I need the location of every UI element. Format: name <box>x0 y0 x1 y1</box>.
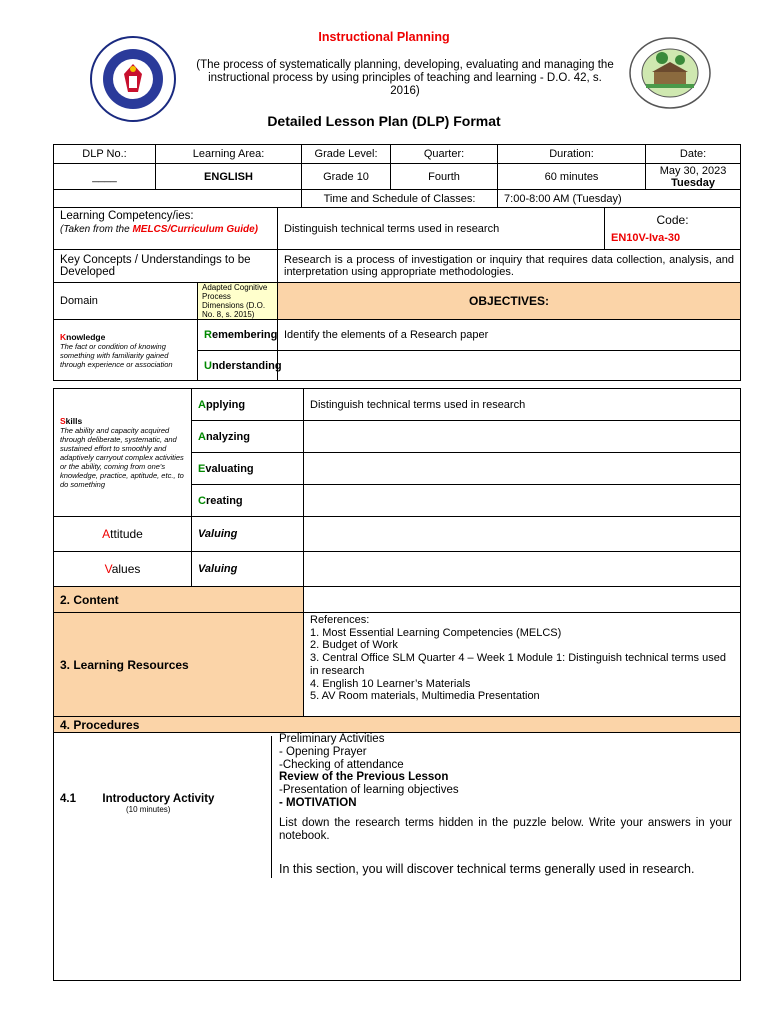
applying-cell <box>192 389 304 421</box>
duration-label: Duration: <box>498 145 646 164</box>
intro-number: 4.1 <box>60 793 76 805</box>
knowledge-initial: K <box>60 331 67 342</box>
competency-label: Learning Competency/ies: <box>60 210 194 222</box>
remembering-objective: Identify the elements of a Research paper <box>278 320 741 351</box>
learning-area-label: Learning Area: <box>156 145 302 164</box>
applying-objective: Distinguish technical terms used in research <box>304 389 741 421</box>
attitude-label: ttitude <box>110 527 143 541</box>
section-note: In this section, you will discover technical terms generally used in research. <box>279 862 695 877</box>
creating-initial: C <box>198 494 206 507</box>
cognitive-dimension-label: Adapted Cognitive Process Dimensions (D.O. No. 8, s. 2015) <box>198 283 278 320</box>
dlp-table-top <box>53 144 741 381</box>
presentation-objectives: -Presentation of learning objectives <box>279 784 459 797</box>
competency-note-red: MELCS/Curriculum Guide) <box>132 224 259 235</box>
header-description: (The process of systematically planning, developing, evaluating and managing the instructional process by using principles of teaching and learning - D.O. 42, s. 2016) <box>196 59 614 97</box>
date-cell <box>646 164 741 190</box>
procedure-divider <box>271 736 272 878</box>
dlp-table-bottom <box>53 388 741 981</box>
attitude-initial: A <box>102 527 111 541</box>
competency-value: Distinguish technical terms used in research <box>278 208 605 250</box>
knowledge-description: The fact or condition of knowing something with familiarity gained through experience or association <box>60 341 173 369</box>
key-concepts-label: Key Concepts / Understandings to be Developed <box>54 250 278 283</box>
analyzing-label: nalyzing <box>205 430 250 443</box>
key-concepts-value: Research is a process of investigation or inquiry that requires data collection, analysis, and interpretation using appropriate methodologies. <box>278 250 741 283</box>
creating-objective <box>304 485 741 517</box>
understanding-label: nderstanding <box>211 359 282 372</box>
objectives-label: OBJECTIVES: <box>278 283 741 320</box>
dlp-no-value: ____ <box>54 164 156 190</box>
day-value: Tuesday <box>671 176 715 189</box>
resource-item: 5. AV Room materials, Multimedia Presentation <box>310 690 540 703</box>
values-objective <box>304 552 741 587</box>
knowledge-label: nowledge <box>66 331 106 342</box>
understanding-objective <box>278 351 741 381</box>
analyzing-cell <box>192 421 304 453</box>
analyzing-objective <box>304 421 741 453</box>
understanding-initial: U <box>204 359 212 372</box>
values-level: Valuing <box>192 552 304 587</box>
resources-label: 3. Learning Resources <box>54 613 304 717</box>
content-value <box>304 587 741 613</box>
code-label: Code: <box>656 212 689 227</box>
evaluating-cell <box>192 453 304 485</box>
code-cell <box>605 208 741 250</box>
skills-cell <box>54 389 192 517</box>
understanding-cell <box>198 351 282 381</box>
date-value: May 30, 2023 <box>659 164 727 177</box>
procedures-label: 4. Procedures <box>54 717 741 733</box>
content-label: 2. Content <box>54 587 304 613</box>
attitude-cell <box>54 517 192 552</box>
remembering-label: emembering <box>211 329 278 341</box>
resources-heading: References: <box>310 614 370 626</box>
deped-seal-logo <box>90 36 176 122</box>
applying-initial: A <box>198 398 206 411</box>
schedule-value: 7:00-8:00 AM (Tuesday) <box>498 190 741 208</box>
evaluating-label: valuating <box>205 462 254 475</box>
review-previous-lesson: Review of the Previous Lesson <box>279 771 449 784</box>
creating-label: reating <box>205 494 243 507</box>
remembering-initial: R <box>204 329 212 341</box>
school-seal-logo <box>628 36 712 110</box>
resource-item: 3. Central Office SLM Quarter 4 – Week 1 Module 1: Distinguish technical terms used in research <box>310 652 726 677</box>
schedule-label: Time and Schedule of Classes: <box>302 190 498 208</box>
prelim-activities: Preliminary Activities <box>279 733 385 745</box>
intro-label: Introductory Activity <box>102 793 215 805</box>
skills-description: The ability and capacity acquired through deliberate, systematic, and sustained effort to smoothly and adaptively carryout complex activities or the ability, coming from one's knowledge, practice, aptitude, etc., to do something <box>60 426 184 489</box>
motivation-label: - MOTIVATION <box>279 796 357 809</box>
header-title: Instructional Planning <box>318 30 450 44</box>
applying-label: pplying <box>205 398 246 411</box>
attitude-objective <box>304 517 741 552</box>
competency-label-cell <box>54 208 278 250</box>
evaluating-objective <box>304 453 741 485</box>
grade-level-label: Grade Level: <box>302 145 391 164</box>
domain-label: Domain <box>54 283 198 320</box>
duration-value: 60 minutes <box>498 164 646 190</box>
knowledge-cell <box>54 320 198 381</box>
document-title: Detailed Lesson Plan (DLP) Format <box>267 113 501 129</box>
skills-label: kills <box>65 416 83 426</box>
analyzing-initial: A <box>198 430 206 443</box>
competency-note: (Taken from the <box>60 224 133 235</box>
intro-time: (10 minutes) <box>126 805 171 814</box>
resource-item: 1. Most Essential Learning Competencies (MELCS) <box>310 626 562 639</box>
values-cell <box>54 552 192 587</box>
resource-item: 2. Budget of Work <box>310 639 398 652</box>
remembering-cell <box>198 320 278 351</box>
values-label: alues <box>111 562 141 576</box>
resources-cell <box>304 613 741 717</box>
code-value: EN10V-Iva-30 <box>611 231 681 244</box>
checking-attendance: -Checking of attendance <box>279 758 404 771</box>
intro-activity-content <box>279 733 732 876</box>
quarter-value: Fourth <box>391 164 498 190</box>
creating-cell <box>192 485 304 517</box>
opening-prayer: - Opening Prayer <box>279 745 367 758</box>
dlp-no-label: DLP No.: <box>54 145 156 164</box>
motivation-instruction: List down the research terms hidden in the puzzle below. Write your answers in your notebook. <box>279 816 732 842</box>
skills-initial: S <box>60 416 66 426</box>
resource-item: 4. English 10 Learner’s Materials <box>310 677 471 690</box>
evaluating-initial: E <box>198 462 206 475</box>
learning-area-value: ENGLISH <box>156 164 302 190</box>
grade-level-value: Grade 10 <box>302 164 391 190</box>
intro-activity-label-block <box>60 793 270 814</box>
values-initial: V <box>104 562 112 576</box>
attitude-level: Valuing <box>192 517 304 552</box>
quarter-label: Quarter: <box>391 145 498 164</box>
date-label: Date: <box>646 145 741 164</box>
